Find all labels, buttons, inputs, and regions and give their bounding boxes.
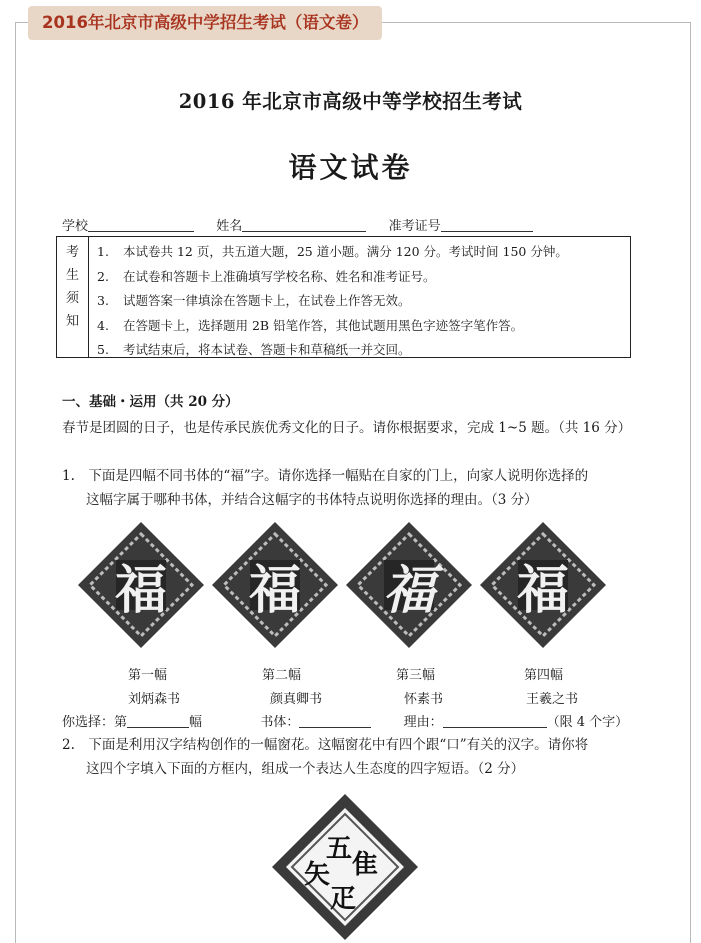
- name-label: 姓名: [216, 219, 243, 234]
- reason-label: 理由：: [403, 715, 443, 730]
- window-flower-char: 疋: [330, 884, 357, 914]
- fu-author: 颜真卿书: [270, 692, 323, 707]
- fu-unit-label: 幅: [189, 715, 203, 730]
- fu-picture-3: [344, 520, 474, 650]
- script-label: 书体：: [260, 715, 300, 730]
- question-1-line2: 这幅字属于哪种书体，并结合这幅字的书体特点说明你选择的理由。（3 分）: [86, 492, 538, 508]
- fu-caption: 第二幅: [262, 668, 302, 683]
- notice-box: [56, 236, 631, 358]
- window-flower-picture: [270, 792, 420, 942]
- fu-character: 福: [382, 559, 435, 621]
- notice-side-label: [57, 237, 89, 357]
- window-flower-char: 矢: [304, 860, 331, 890]
- fu-picture-1: [76, 520, 206, 650]
- question-2-line2: 这四个字填入下面的方框内，组成一个表达人生态度的四字短语。（2 分）: [86, 761, 525, 777]
- notice-item: 4. 在答题卡上，选择题用 2B 铅笔作答，其他试题用黑色字迹签字笔作答。: [97, 317, 524, 333]
- fu-pictures: [76, 520, 616, 652]
- fu-caption: 第四幅: [524, 668, 564, 683]
- notice-list: [97, 240, 568, 363]
- notice-side-char: 考: [65, 245, 79, 260]
- section-heading: 一、基础・运用（共 20 分）: [62, 394, 239, 410]
- limit-note: （限 4 个字）: [546, 715, 629, 730]
- notice-side-char: 知: [65, 314, 79, 329]
- notice-item: 5. 考试结束后，将本试卷、答题卡和草稿纸一并交回。: [97, 342, 411, 357]
- question-1: [62, 464, 642, 512]
- question-2-line1: 2. 下面是利用汉字结构创作的一幅窗花。这幅窗花中有四个跟“口”有关的汉字。请你将: [62, 737, 589, 753]
- candidate-info-line: [62, 215, 533, 234]
- fu-character: 福: [114, 559, 167, 621]
- notice-side-char: 须: [65, 291, 79, 306]
- fu-author: 怀素书: [404, 692, 444, 707]
- window-flower-char: 五: [326, 834, 353, 864]
- fu-picture-2: [210, 520, 340, 650]
- reason-blank: [443, 714, 547, 728]
- notice-item: 3. 试题答案一律填涂在答题卡上，在试卷上作答无效。: [97, 293, 411, 308]
- fu-author: 刘炳森书: [128, 692, 181, 707]
- name-blank: [242, 218, 366, 232]
- fu-caption: 第一幅: [128, 668, 168, 683]
- fu-author: 王羲之书: [526, 692, 579, 707]
- fu-picture-4: [478, 520, 608, 650]
- article-title-tag: 2016年北京市高级中学招生考试（语文卷）: [28, 6, 382, 40]
- school-label: 学校: [62, 219, 89, 234]
- q1-answer-line: [62, 711, 628, 730]
- fu-caption: 第三幅: [396, 668, 436, 683]
- notice-side-char: 生: [65, 268, 79, 283]
- notice-item: 1. 本试卷共 12 页，共五道大题，25 道小题。满分 120 分。考试时间 150 分钟。: [97, 244, 568, 259]
- notice-item: 2. 在试卷和答题卡上准确填写学校名称、姓名和准考证号。: [97, 268, 436, 284]
- ticket-blank: [441, 218, 533, 232]
- script-blank: [299, 714, 371, 728]
- window-flower-char: 隹: [352, 850, 379, 880]
- question-1-line1: 1. 下面是四幅不同书体的“福”字。请你选择一幅贴在自家的门上，向家人说明你选择的: [62, 468, 589, 484]
- exam-title: 2016 年北京市高级中等学校招生考试: [178, 90, 523, 113]
- question-2: [62, 733, 642, 781]
- choice-blank: [127, 714, 189, 728]
- choose-label: 你选择：第: [62, 715, 128, 730]
- section-intro: 春节是团圆的日子，也是传承民族优秀文化的日子。请你根据要求，完成 1~5 题。（共 16 分）: [62, 420, 632, 436]
- ticket-label: 准考证号: [388, 219, 441, 234]
- paper-title: 语文试卷: [288, 151, 413, 184]
- fu-character: 福: [516, 559, 569, 621]
- fu-character: 福: [248, 559, 301, 621]
- school-blank: [88, 218, 194, 232]
